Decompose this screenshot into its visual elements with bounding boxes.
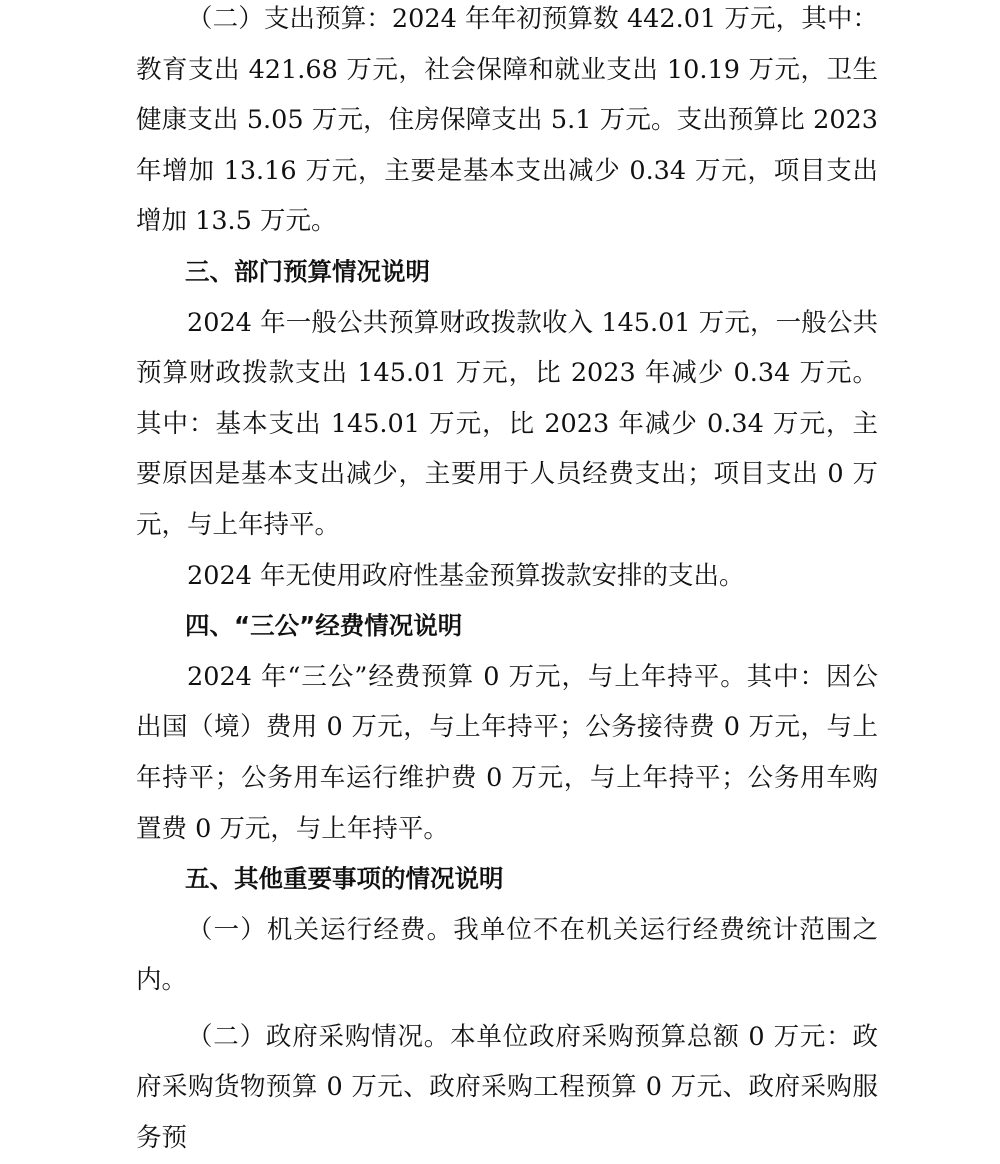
heading-department-budget: 三、部门预算情况说明 — [185, 256, 430, 286]
paragraph-government-fund-budget: 2024 年无使用政府性基金预算拨款安排的支出。 — [187, 560, 745, 591]
paragraph-general-public-budget: 2024 年一般公共预算财政拨款收入 145.01 万元，一般公共预算财政拨款支出 145.01 万元，比 2023 年减少 0.34 万元。其中：基本支出 145.01 万元，比 2023 年减少 0.34 万元，主要原因是基本支出减少，主要用于人员经费支出；项目支出 0 万元，与上年持平。 — [136, 307, 878, 540]
heading-other-matters: 五、其他重要事项的情况说明 — [185, 864, 504, 894]
paragraph-operating-funds: （一）机关运行经费。我单位不在机关运行经费统计范围之内。 — [136, 914, 878, 996]
paragraph-government-procurement: （二）政府采购情况。本单位政府采购预算总额 0 万元：政府采购货物预算 0 万元、政府采购工程预算 0 万元、政府采购服务预 — [136, 1021, 878, 1154]
paragraph-expenditure-budget: （二）支出预算：2024 年年初预算数 442.01 万元，其中：教育支出 421.68 万元，社会保障和就业支出 10.19 万元，卫生健康支出 5.05 万元，住房保障支出 5.1 万元。支出预算比 2023 年增加 13.16 万元，主要是基本支出减少 0.34 万元，项目支出增加 13.5 万元。 — [136, 4, 878, 237]
paragraph-three-public-funds: 2024 年“三公”经费预算 0 万元，与上年持平。其中：因公出国（境）费用 0 万元，与上年持平；公务接待费 0 万元，与上年持平；公务用车运行维护费 0 万元，与上年持平；公务用车购置费 0 万元，与上年持平。 — [136, 661, 878, 844]
document-page — [136, 0, 878, 1164]
heading-three-public-funds: 四、“三公”经费情况说明 — [185, 611, 463, 641]
